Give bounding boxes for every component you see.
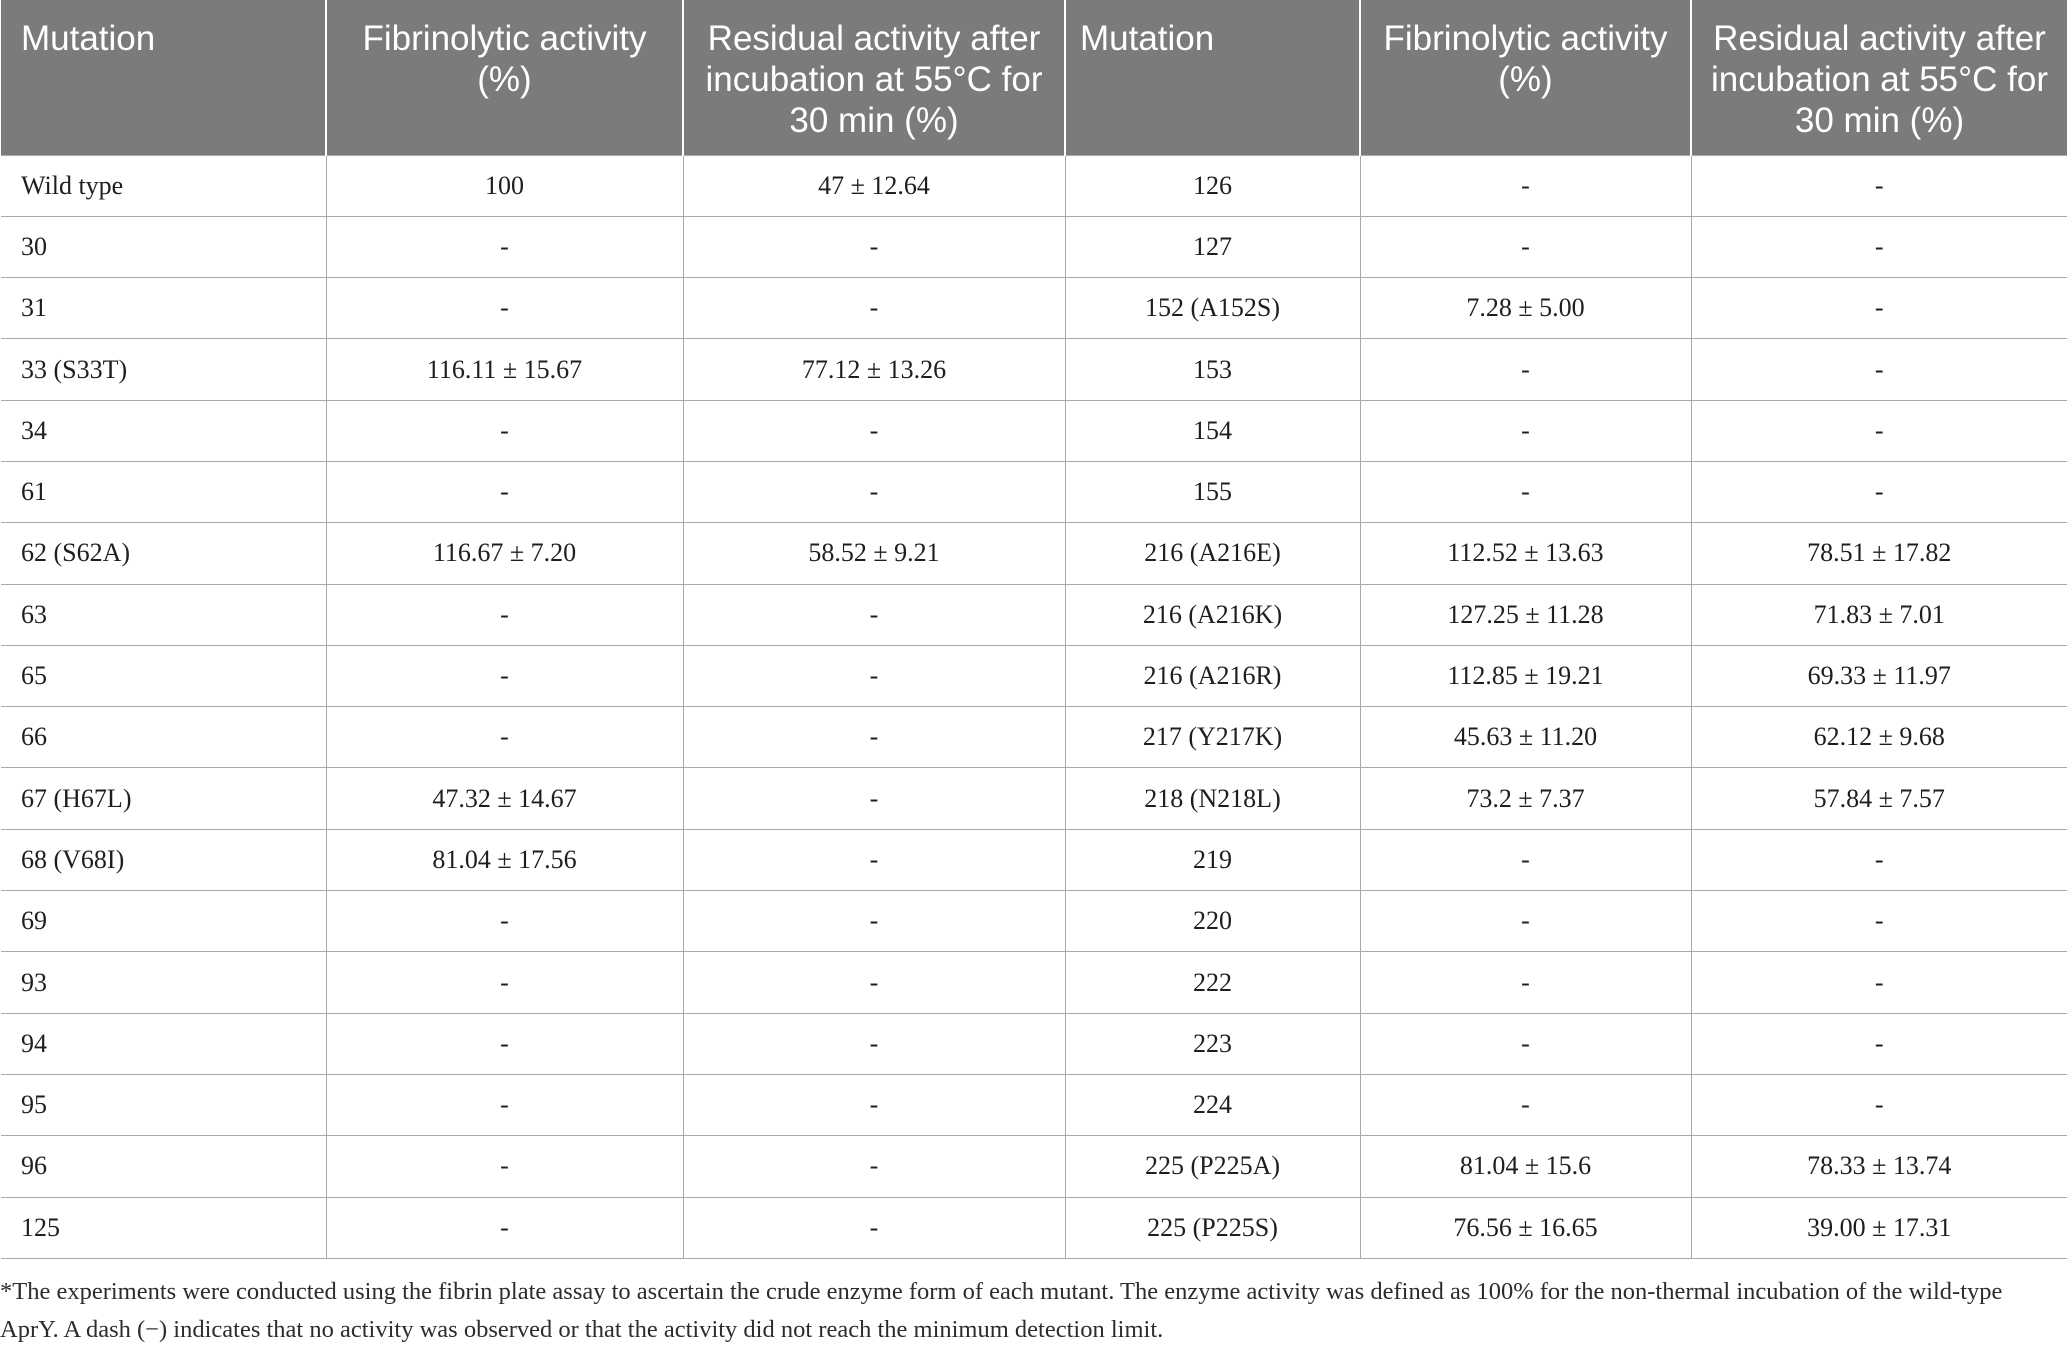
fibrinolytic-activity-cell-2: - [1360, 1013, 1691, 1074]
residual-activity-cell: - [683, 768, 1065, 829]
residual-activity-cell-2: - [1691, 216, 2067, 277]
fibrinolytic-activity-cell-2: - [1360, 461, 1691, 522]
mutation-cell-2: 153 [1065, 339, 1360, 400]
fibrinolytic-activity-cell-2: - [1360, 216, 1691, 277]
residual-activity-cell-2: 39.00 ± 17.31 [1691, 1197, 2067, 1258]
fibrinolytic-activity-cell: 81.04 ± 17.56 [326, 829, 683, 890]
table-row [1, 891, 2067, 952]
fibrinolytic-activity-cell: - [326, 216, 683, 277]
residual-activity-cell-2: - [1691, 891, 2067, 952]
fibrinolytic-activity-cell: - [326, 707, 683, 768]
mutation-cell: 63 [1, 584, 326, 645]
fibrinolytic-activity-cell-2: - [1360, 339, 1691, 400]
residual-activity-cell: 58.52 ± 9.21 [683, 523, 1065, 584]
header-row [1, 0, 2067, 155]
table-row [1, 645, 2067, 706]
mutation-cell: 95 [1, 1074, 326, 1135]
table-row [1, 278, 2067, 339]
residual-activity-cell: - [683, 1136, 1065, 1197]
fibrinolytic-activity-cell-2: - [1360, 891, 1691, 952]
table-row [1, 461, 2067, 522]
header-fibrinolytic-activity-2: Fibrinolytic activity (%) [1360, 0, 1691, 155]
mutation-cell: 34 [1, 400, 326, 461]
table-row [1, 216, 2067, 277]
residual-activity-cell: - [683, 829, 1065, 890]
mutation-cell-2: 216 (A216E) [1065, 523, 1360, 584]
table-row [1, 829, 2067, 890]
residual-activity-cell-2: - [1691, 829, 2067, 890]
residual-activity-cell: - [683, 952, 1065, 1013]
table-row [1, 155, 2067, 216]
residual-activity-cell-2: - [1691, 400, 2067, 461]
mutation-cell: 68 (V68I) [1, 829, 326, 890]
mutation-cell: 67 (H67L) [1, 768, 326, 829]
residual-activity-cell-2: 71.83 ± 7.01 [1691, 584, 2067, 645]
residual-activity-cell-2: - [1691, 952, 2067, 1013]
mutation-cell-2: 127 [1065, 216, 1360, 277]
mutation-cell: 61 [1, 461, 326, 522]
mutation-cell-2: 126 [1065, 155, 1360, 216]
table-row [1, 1197, 2067, 1258]
fibrinolytic-activity-cell-2: - [1360, 400, 1691, 461]
mutation-cell: 69 [1, 891, 326, 952]
fibrinolytic-activity-cell-2: - [1360, 1074, 1691, 1135]
fibrinolytic-activity-cell: - [326, 400, 683, 461]
table-body [1, 155, 2067, 1258]
header-residual-activity: Residual activity after incubation at 55°C for 30 min (%) [683, 0, 1065, 155]
fibrinolytic-activity-cell-2: 112.52 ± 13.63 [1360, 523, 1691, 584]
table-row [1, 523, 2067, 584]
mutation-cell: 33 (S33T) [1, 339, 326, 400]
table-row [1, 584, 2067, 645]
header-fibrinolytic-activity: Fibrinolytic activity (%) [326, 0, 683, 155]
mutation-cell-2: 223 [1065, 1013, 1360, 1074]
mutation-cell-2: 218 (N218L) [1065, 768, 1360, 829]
mutation-cell-2: 155 [1065, 461, 1360, 522]
residual-activity-cell-2: - [1691, 155, 2067, 216]
fibrinolytic-activity-cell-2: - [1360, 952, 1691, 1013]
residual-activity-cell-2: - [1691, 1013, 2067, 1074]
fibrinolytic-activity-cell-2: 76.56 ± 16.65 [1360, 1197, 1691, 1258]
mutation-cell-2: 217 (Y217K) [1065, 707, 1360, 768]
fibrinolytic-activity-cell: - [326, 1197, 683, 1258]
fibrinolytic-activity-cell: - [326, 952, 683, 1013]
fibrinolytic-activity-cell-2: 73.2 ± 7.37 [1360, 768, 1691, 829]
mutation-cell-2: 216 (A216R) [1065, 645, 1360, 706]
residual-activity-cell-2: 57.84 ± 7.57 [1691, 768, 2067, 829]
fibrinolytic-activity-cell: - [326, 1074, 683, 1135]
residual-activity-cell: - [683, 216, 1065, 277]
residual-activity-cell-2: 62.12 ± 9.68 [1691, 707, 2067, 768]
table-footnote: *The experiments were conducted using the fibrin plate assay to ascertain the crude enzyme form of each mutant. The enzyme activity was defined as 100% for the non-thermal incubation of the wild-type AprY. A dash (−) indicates that no activity was observed or that the activity did not reach the minimum detection limit. [0, 1277, 2003, 1343]
mutation-cell-2: 220 [1065, 891, 1360, 952]
table-row [1, 400, 2067, 461]
mutation-cell-2: 216 (A216K) [1065, 584, 1360, 645]
table-row [1, 707, 2067, 768]
residual-activity-cell: 47 ± 12.64 [683, 155, 1065, 216]
residual-activity-cell: - [683, 645, 1065, 706]
fibrinolytic-activity-cell: - [326, 278, 683, 339]
mutation-cell: 96 [1, 1136, 326, 1197]
fibrinolytic-activity-cell: 116.11 ± 15.67 [326, 339, 683, 400]
mutation-cell: 125 [1, 1197, 326, 1258]
fibrinolytic-activity-cell-2: 45.63 ± 11.20 [1360, 707, 1691, 768]
fibrinolytic-activity-cell: - [326, 891, 683, 952]
fibrinolytic-activity-cell: 116.67 ± 7.20 [326, 523, 683, 584]
mutation-cell: 30 [1, 216, 326, 277]
fibrinolytic-activity-cell: - [326, 1136, 683, 1197]
residual-activity-cell-2: 69.33 ± 11.97 [1691, 645, 2067, 706]
mutation-cell: 65 [1, 645, 326, 706]
mutation-cell: 62 (S62A) [1, 523, 326, 584]
residual-activity-cell: - [683, 1197, 1065, 1258]
header-mutation-2: Mutation [1065, 0, 1360, 155]
header-mutation: Mutation [1, 0, 326, 155]
table-row [1, 1136, 2067, 1197]
residual-activity-cell: - [683, 891, 1065, 952]
mutation-cell: Wild type [1, 155, 326, 216]
table-row [1, 768, 2067, 829]
mutation-cell-2: 154 [1065, 400, 1360, 461]
residual-activity-cell: 77.12 ± 13.26 [683, 339, 1065, 400]
mutation-cell: 31 [1, 278, 326, 339]
mutation-cell: 66 [1, 707, 326, 768]
fibrinolytic-activity-cell-2: - [1360, 829, 1691, 890]
residual-activity-cell: - [683, 584, 1065, 645]
mutation-cell-2: 219 [1065, 829, 1360, 890]
mutation-cell-2: 222 [1065, 952, 1360, 1013]
header-residual-activity-2: Residual activity after incubation at 55°C for 30 min (%) [1691, 0, 2067, 155]
fibrinolytic-activity-cell-2: - [1360, 155, 1691, 216]
table-row [1, 952, 2067, 1013]
residual-activity-cell-2: - [1691, 339, 2067, 400]
mutation-cell-2: 224 [1065, 1074, 1360, 1135]
mutation-cell-2: 225 (P225S) [1065, 1197, 1360, 1258]
fibrinolytic-activity-cell-2: 81.04 ± 15.6 [1360, 1136, 1691, 1197]
fibrinolytic-activity-cell-2: 7.28 ± 5.00 [1360, 278, 1691, 339]
table-row [1, 1074, 2067, 1135]
fibrinolytic-activity-cell-2: 127.25 ± 11.28 [1360, 584, 1691, 645]
fibrinolytic-activity-cell: - [326, 645, 683, 706]
residual-activity-cell: - [683, 1074, 1065, 1135]
mutation-cell: 94 [1, 1013, 326, 1074]
mutation-activity-table [1, 0, 2067, 1259]
fibrinolytic-activity-cell-2: 112.85 ± 19.21 [1360, 645, 1691, 706]
residual-activity-cell-2: - [1691, 461, 2067, 522]
fibrinolytic-activity-cell: 47.32 ± 14.67 [326, 768, 683, 829]
fibrinolytic-activity-cell: 100 [326, 155, 683, 216]
table-row [1, 1013, 2067, 1074]
residual-activity-cell: - [683, 400, 1065, 461]
table-row [1, 339, 2067, 400]
residual-activity-cell: - [683, 707, 1065, 768]
mutation-cell: 93 [1, 952, 326, 1013]
residual-activity-cell-2: - [1691, 1074, 2067, 1135]
residual-activity-cell: - [683, 1013, 1065, 1074]
residual-activity-cell-2: 78.51 ± 17.82 [1691, 523, 2067, 584]
fibrinolytic-activity-cell: - [326, 461, 683, 522]
residual-activity-cell: - [683, 278, 1065, 339]
mutation-cell-2: 152 (A152S) [1065, 278, 1360, 339]
fibrinolytic-activity-cell: - [326, 584, 683, 645]
mutation-cell-2: 225 (P225A) [1065, 1136, 1360, 1197]
residual-activity-cell-2: 78.33 ± 13.74 [1691, 1136, 2067, 1197]
fibrinolytic-activity-cell: - [326, 1013, 683, 1074]
residual-activity-cell-2: - [1691, 278, 2067, 339]
residual-activity-cell: - [683, 461, 1065, 522]
